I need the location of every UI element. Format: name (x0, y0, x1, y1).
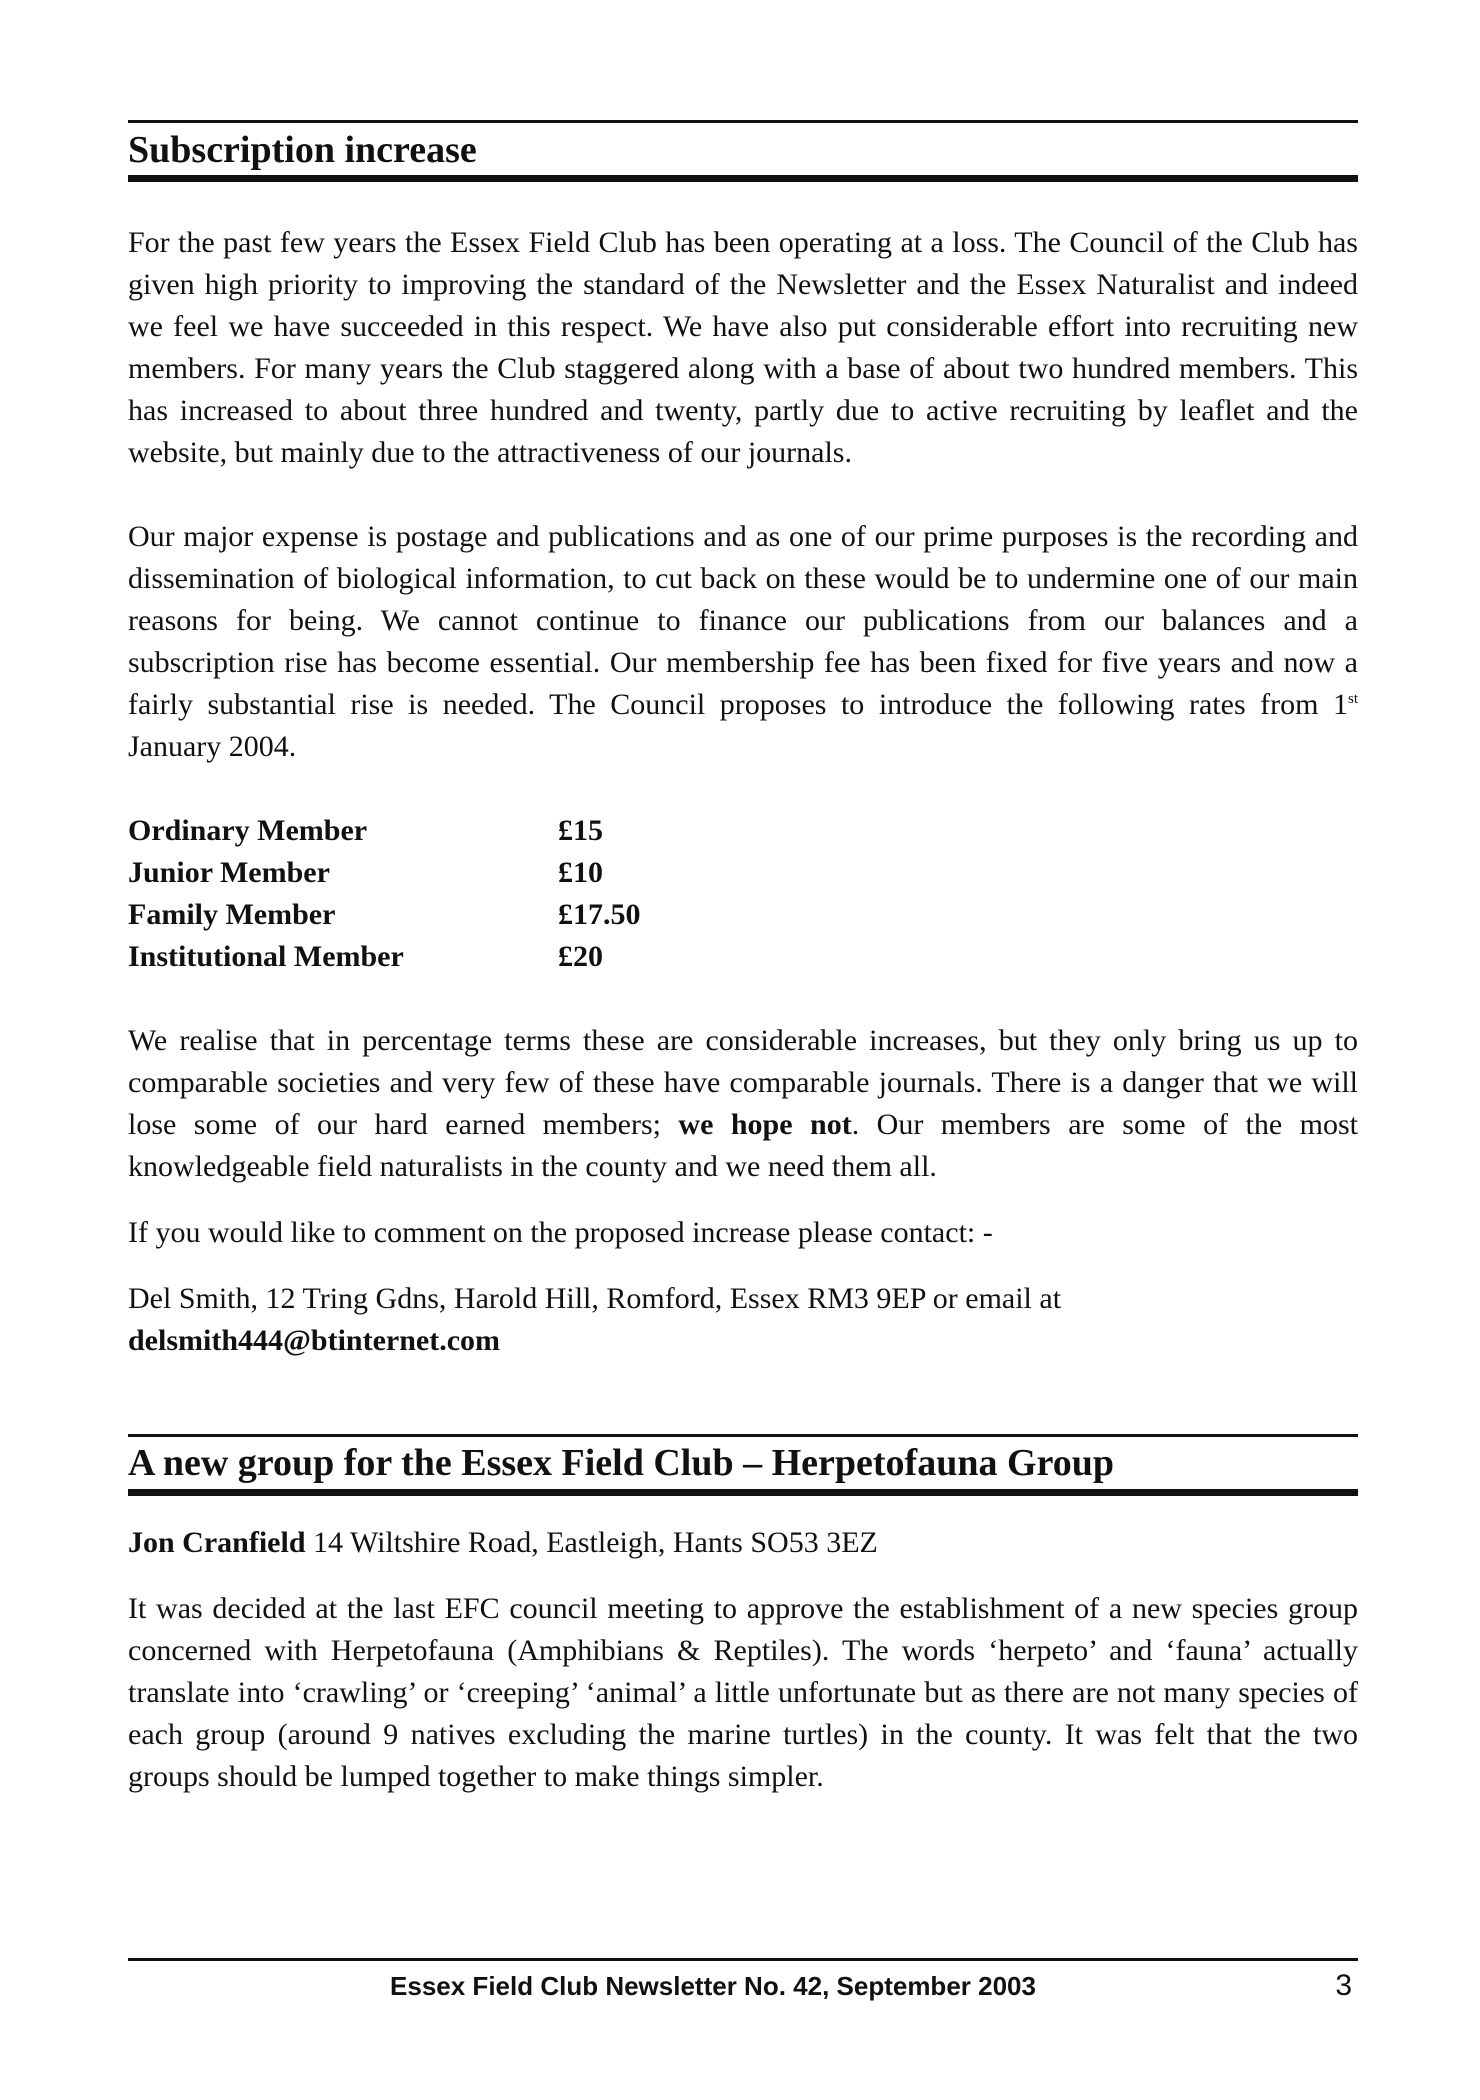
rate-name: Junior Member (128, 856, 330, 889)
footer-title: Essex Field Club Newsletter No. 42, September 2003 (390, 1971, 1036, 2001)
section-heading: A new group for the Essex Field Club – Herpetofauna Group (128, 1442, 1114, 1484)
heading-bottom-rule (128, 175, 1358, 182)
emphasis: we hope not (678, 1108, 852, 1141)
rate-row (128, 810, 641, 852)
rate-price: £15 (558, 814, 603, 847)
rate-price: £17.50 (558, 898, 641, 931)
rate-row (128, 894, 641, 936)
page-footer (128, 1958, 1358, 2011)
rate-name: Institutional Member (128, 940, 404, 973)
paragraph: For the past few years the Essex Field Club has been operating at a loss. The Council of the Club has given high priority to improving the standard of the Newsletter and the Essex Naturalist and indeed we feel we have succeeded in this respect. We have also put considerable effort into recruiting new members. For many years the Club staggered along with a base of about two hundred members. This has increased to about three hundred and twenty, partly due to active recruiting by leaflet and the website, but mainly due to the attractiveness of our journals. (128, 226, 1358, 469)
contact-paragraph: Del Smith, 12 Tring Gdns, Harold Hill, Romford, Essex RM3 9EP or email at delsmith444@btinternet.com (128, 1282, 1062, 1357)
paragraph: Our major expense is postage and publications and as one of our prime purposes is the recording and dissemination of biological information, to cut back on these would be to undermine one of our main reasons for being. We cannot continue to finance our publications from our balances and a subscription rise has become essential. Our membership fee has been fixed for five years and now a fairly substantial rise is needed. The Council proposes to introduce the following rates from 1st January 2004. (128, 520, 1358, 763)
rate-price: £10 (558, 856, 603, 889)
rate-row (128, 852, 641, 894)
author-name: Jon Cranfield (128, 1526, 306, 1559)
page-number: 3 (1335, 1969, 1352, 2002)
email-address[interactable]: delsmith444@btinternet.com (128, 1324, 501, 1357)
author-address: 14 Wiltshire Road, Eastleigh, Hants SO53 3EZ (305, 1526, 878, 1559)
author-line (128, 1522, 1358, 1564)
section-heading: Subscription increase (128, 129, 477, 171)
rate-name: Ordinary Member (128, 814, 368, 847)
rate-name: Family Member (128, 898, 336, 931)
rate-price: £20 (558, 940, 603, 973)
section-subscription-increase (128, 120, 1358, 1362)
superscript: st (1347, 691, 1358, 707)
heading-bottom-rule (128, 1489, 1358, 1496)
paragraph: It was decided at the last EFC council meeting to approve the establishment of a new species group concerned with Herpetofauna (Amphibians & Reptiles). The words ‘herpeto’ and ‘fauna’ actually translate into ‘crawling’ or ‘creeping’ ‘animal’ a little unfortunate but as there are not many species of each group (around 9 natives excluding the marine turtles) in the county. It was felt that the two groups should be lumped together to make things simpler. (128, 1592, 1358, 1793)
page-content (128, 120, 1358, 1798)
paragraph: We realise that in percentage terms these are considerable increases, but they only bring us up to comparable societies and very few of these have comparable journals. There is a danger that we will lose some of our hard earned members; we hope not. Our members are some of the most knowledgeable field naturalists in the county and we need them all. (128, 1024, 1358, 1183)
paragraph: If you would like to comment on the proposed increase please contact: - (128, 1216, 993, 1249)
rates-table (128, 810, 641, 978)
rate-row (128, 936, 641, 978)
section-herpetofauna-group (128, 1434, 1358, 1798)
